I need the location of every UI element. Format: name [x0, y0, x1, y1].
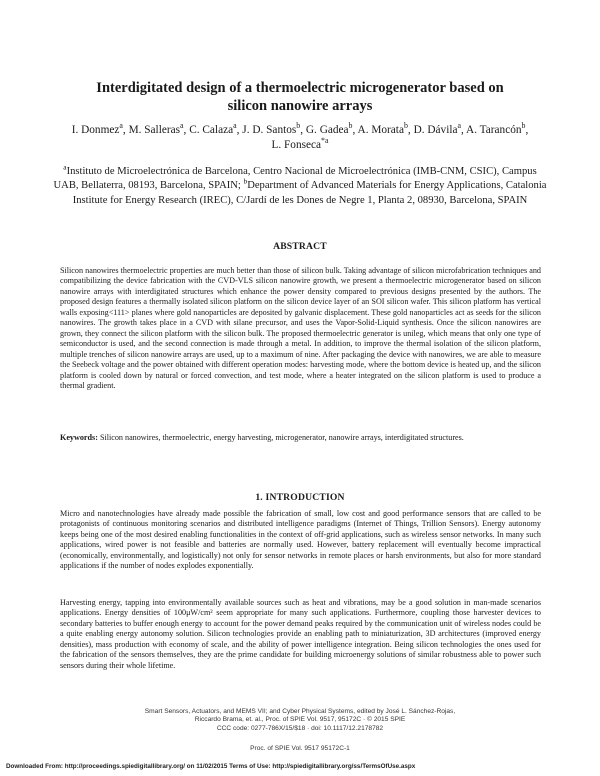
author-name: L. Fonseca — [271, 139, 322, 151]
author-name: M. Salleras — [128, 124, 181, 136]
keywords-label: Keywords: — [60, 433, 98, 442]
affiliations — [52, 162, 548, 208]
paper-title — [60, 79, 540, 115]
author-name: A. Tarancón — [466, 124, 522, 136]
author-affiliation-mark: b — [521, 121, 526, 131]
author-name: G. Gadea — [305, 124, 349, 136]
author-affiliation-mark: a — [457, 121, 462, 131]
affiliation-a: Instituto de Microelectrónica de Barcelona, Centro Nacional de Microelectrónica (IMB-CNM, CSIC), Campus UAB, Bellaterra, 08193, Barcelona, SPAIN; — [53, 166, 537, 192]
author-list: I. Donmez$^a$, M. Salleras$^a$, C. Calaza$^a$, J. D. Santos$^b$, G. Gadea$^b$, A. Morata$^b$, D. Dávila$^a$, A. Tarancón$^b$, L. Fonseca$^{*a}$ — [71, 121, 529, 151]
keywords — [60, 433, 541, 443]
title-line-1: Interdigitated design of a thermoelectric microgenerator based on — [96, 80, 504, 96]
abstract-heading: ABSTRACT — [273, 241, 327, 252]
author-affiliation-mark: b — [403, 121, 408, 131]
author-name: C. Calaza — [189, 124, 234, 136]
introduction-heading: 1. INTRODUCTION — [255, 492, 345, 503]
author-affiliation-mark: a — [180, 121, 184, 131]
author-affiliation-mark: *a — [321, 136, 329, 146]
keywords-text: Silicon nanowires, thermoelectric, energy harvesting, microgenerator, nanowire arrays, interdigitated structures. — [97, 433, 464, 442]
author-name: A. Morata — [357, 124, 404, 136]
author-affiliation-mark: b — [348, 121, 353, 131]
author-affiliation-mark: a — [119, 121, 123, 131]
author-name: D. Dávila — [413, 124, 458, 136]
citation-line-3: CCC code: 0277-786X/15/$18 · doi: 10.1117/12.2178782 — [216, 724, 384, 732]
citation-line-1: Smart Sensors, Actuators, and MEMS VII; and Cyber Physical Systems, edited by José L. Sánchez-Rojas, — [144, 708, 456, 715]
introduction-paragraph-1: Micro and nanotechnologies have already made possible the fabrication of small, low cost and good performance sensors that are called to be protagonists of continuous monitoring scenarios and distributed intelligence paradigms (Internet of Things, Trillion Sensors). Energy autonomy keeps being one of the most desired enabling functionalities in the context of off-grid applications, such as wireless sensor networks. In many such applications, wired power is not feasible and batteries are normally used. However, battery replacement will eventually become impractical (economically, environmentally, and logistically) not only for sensor networks in remote places or harsh environments, but also for more standard applications if the number of nodes explodes exponentially. — [60, 509, 541, 571]
introduction-paragraph-2: Harvesting energy, tapping into environmentally available sources such as heat and vibrations, may be a good solution in man-made scenarios applications. Energy densities of 100μW/cm² seem appropriate for many such applications. Furthermore, coupling those harvester devices to secondary batteries to buffer enough energy to account for the power demand peaks required by the communication unit of wireless nodes could be a quite enabling energy autonomy solution. Silicon technologies provide an enabling path to miniaturization, 3D architectures (improved energy densities), mass production with economy of scale, and the ability of power intelligence integration. Being silicon technologies the ones used for the fabrication of the sensors themselves, they are the prime candidate for building microenergy solutions of similar robustness able to power such sensors during their whole lifetime. — [60, 598, 541, 670]
citation-line-2: Riccardo Brama, et. al., Proc. of SPIE Vol. 9517, 95172C · © 2015 SPIE — [194, 716, 406, 724]
affiliation-b-mark: b — [243, 176, 248, 186]
affiliation-b: Department of Advanced Materials for Energy Applications, Catalonia Institute for Energy Research (IREC), C/Jardí de les Dones de Negre 1, Planta 2, 08930, Barcelona, SPAIN — [72, 180, 547, 206]
author-name: J. D. Santos — [242, 124, 297, 136]
citation-footnote — [0, 708, 600, 733]
author-affiliation-mark: a — [233, 121, 237, 131]
title-line-2: silicon nanowire arrays — [227, 98, 373, 114]
page-number: Proc. of SPIE Vol. 9517 95172C-1 — [250, 745, 350, 752]
author-name: I. Donmez — [71, 124, 120, 136]
author-affiliation-mark: b — [296, 121, 301, 131]
download-notice: Downloaded From: http://proceedings.spiedigitallibrary.org/ on 11/02/2015 Terms of Use: http://spiedigitallibrary.org/ss/TermsOfUse.aspx — [6, 763, 416, 770]
affiliation-a-mark: a — [63, 162, 67, 172]
abstract-text: Silicon nanowires thermoelectric properties are much better than those of silicon bulk. Taking advantage of silicon microfabrication techniques and compatibilizing the device fabrication with the CVD-VLS silicon nanowire growth, we present a thermoelectric microgenerator based on silicon nanowire arrays with interdigitated structures which enhance the power density compared to previous designs presented by the authors. The proposed design features a thermally isolated silicon platform on the silicon device layer of an SOI silicon wafer. This silicon platform has vertical walls exposing<111> planes where gold nanoparticles are deposited by galvanic displacement. These gold nanoparticles act as seeds for the silicon nanowires. The growth takes place in a CVD with silane precursor, and uses the Vapor-Solid-Liquid synthesis. Once the silicon nanowires are grown, they connect the silicon platform with the silicon bulk. The proposed thermoelectric generator is unileg, which means that only one type of semiconductor is used, and the second connection is made through a metal. In addition, to improve the thermal isolation of the silicon platform, multiple trenches of silicon nanowire arrays are used, up to a maximum of nine. After packaging the device with nanowires, we are able to measure the Seebeck voltage and the power obtained with different operation modes: harvesting mode, where the bottom device is heated up, and the silicon platform is cooled down by natural or forced convection, and test mode, where a heater integrated on the silicon platform is used to produce a thermal gradient. — [60, 266, 541, 390]
